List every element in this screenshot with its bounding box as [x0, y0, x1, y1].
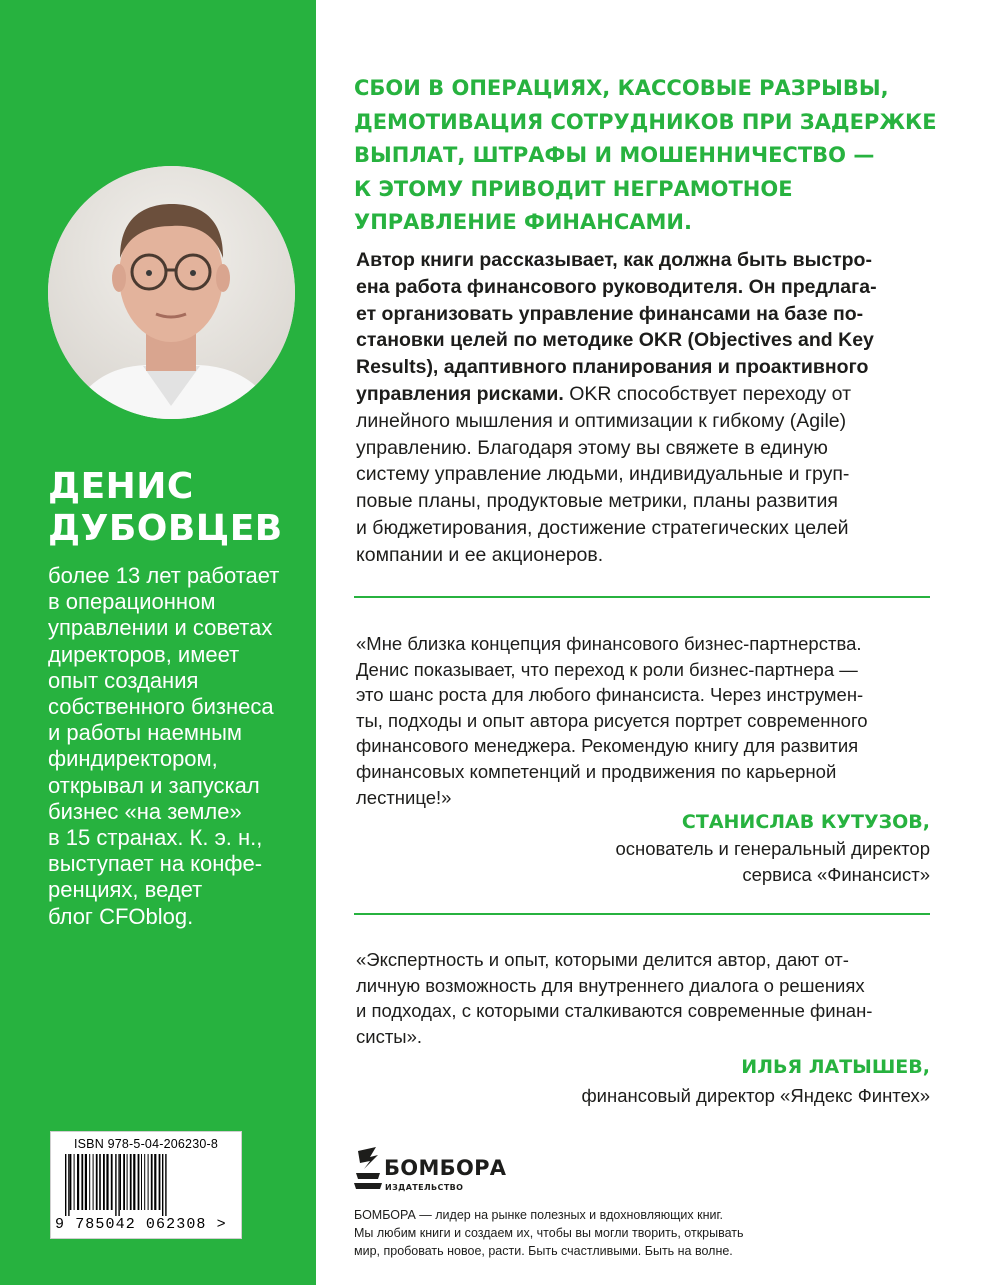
role-line: сервиса «Финансист»: [742, 863, 930, 885]
quote-line: это шанс роста для любого финансиста. Через инструмен-: [356, 684, 864, 706]
bio-line: финдиректором,: [48, 746, 218, 772]
quote-line: лестнице!»: [356, 786, 452, 808]
bio-line: директоров, имеет: [48, 641, 240, 667]
bio-line: управлении и советах: [48, 615, 273, 641]
desc-line: ена работа финансового руководителя. Он предлага-: [356, 275, 877, 298]
book-description: [356, 247, 936, 569]
role-line: финансовый директор «Яндекс Финтех»: [581, 1085, 930, 1106]
quote-1-author: СТАНИСЛАВ КУТУЗОВ,: [681, 811, 930, 833]
quote-1: [356, 631, 936, 810]
bio-line: блог CFOblog.: [48, 903, 194, 929]
desc-line: компании и ее акционеров.: [356, 543, 604, 566]
headline-line: УПРАВЛЕНИЕ ФИНАНСАМИ.: [354, 210, 692, 234]
author-photo: [48, 166, 295, 419]
desc-line: Results), адаптивного планирования и проактивного: [356, 356, 869, 379]
desc-line: ет организовать управление финансами на базе по-: [356, 302, 864, 325]
ean-number: 9 785042 062308 >: [55, 1216, 227, 1233]
bio-line: более 13 лет работает: [48, 563, 280, 588]
pub-text-line: Мы любим книги и создаем их, чтобы вы могли творить, открывать: [354, 1226, 744, 1240]
desc-bold-part: управления рисками.: [356, 382, 564, 405]
quote-line: «Мне близка концепция финансового бизнес-партнерства.: [356, 633, 862, 654]
bio-line: бизнес «на земле»: [48, 798, 242, 824]
quote-line: систы».: [356, 1025, 423, 1047]
quote-line: ты, подходы и опыт автора рисуется портрет современного: [356, 709, 868, 731]
desc-regular-part: OKR способствует переходу от: [563, 382, 852, 405]
desc-line: управлению. Благодаря этому вы свяжете в единую: [356, 436, 828, 459]
quote-2-role: [581, 1083, 930, 1109]
desc-line: систему управление людьми, индивидуальные и груп-: [356, 463, 850, 486]
publisher-subtitle: ИЗДАТЕЛЬСТВО: [385, 1183, 464, 1192]
bio-line: собственного бизнеса: [48, 694, 274, 720]
bio-line: в операционном: [48, 589, 216, 615]
desc-line: повые планы, продуктовые метрики, планы развития: [356, 490, 838, 513]
author-column: [0, 0, 316, 1285]
headline: [354, 72, 954, 240]
publisher-name: БОМБОРА: [384, 1156, 507, 1180]
publisher-text: [354, 1206, 774, 1260]
author-bio: [48, 563, 310, 930]
quote-line: финансового менеджера. Рекомендую книгу для развития: [356, 735, 859, 757]
quote-1-role: [615, 836, 930, 887]
desc-line-mixed: [356, 381, 936, 408]
headline-line: ВЫПЛАТ, ШТРАФЫ И МОШЕННИЧЕСТВО —: [354, 143, 875, 167]
author-portrait-image: [48, 166, 295, 419]
isbn-barcode: [50, 1131, 242, 1239]
desc-line: линейного мышления и оптимизации к гибкому (Agile): [356, 409, 847, 432]
quote-line: личную возможность для внутреннего диалога о решениях: [356, 974, 865, 996]
headline-line: СБОИ В ОПЕРАЦИЯХ, КАССОВЫЕ РАЗРЫВЫ,: [354, 76, 889, 100]
bio-line: открывал и запускал: [48, 772, 260, 798]
role-line: основатель и генеральный директор: [615, 838, 930, 859]
desc-line: и бюджетирования, достижение стратегических целей: [356, 516, 849, 539]
desc-line: Автор книги рассказывает, как должна быть выстро-: [356, 249, 872, 271]
bio-line: в 15 странах. К. э. н.,: [48, 825, 263, 851]
quote-line: «Экспертность и опыт, которыми делится автор, дают от-: [356, 949, 849, 970]
quote-2-author: ИЛЬЯ ЛАТЫШЕВ,: [741, 1056, 930, 1078]
headline-line: К ЭТОМУ ПРИВОДИТ НЕГРАМОТНОЕ: [354, 176, 793, 201]
isbn-number: ISBN 978-5-04-206230-8: [73, 1137, 219, 1151]
quote-line: финансовых компетенций и продвижения по карьерной: [356, 760, 837, 782]
quote-line: Денис показывает, что переход к роли бизнес-партнера —: [356, 658, 858, 680]
bio-line: опыт создания: [48, 667, 199, 693]
desc-line: становки целей по методике OKR (Objectives and Key: [356, 329, 874, 352]
quote-line: и подходах, с которыми сталкиваются современные финан-: [356, 1000, 873, 1022]
author-name: [48, 466, 308, 550]
divider: [354, 913, 930, 915]
author-last-name: ДУБОВЦЕВ: [48, 508, 283, 549]
quote-2: [356, 947, 936, 1049]
barcode-bars: [63, 1154, 233, 1216]
pub-text-line: БОМБОРА — лидер на рынке полезных и вдохновляющих книг.: [354, 1208, 723, 1222]
divider: [354, 596, 930, 598]
bio-line: ренциях, ведет: [48, 877, 203, 903]
bio-line: и работы наемным: [48, 720, 243, 746]
headline-line: ДЕМОТИВАЦИЯ СОТРУДНИКОВ ПРИ ЗАДЕРЖКЕ: [354, 109, 937, 134]
bio-line: выступает на конфе-: [48, 851, 263, 877]
pub-text-line: мир, пробовать новое, расти. Быть счастливыми. Быть на волне.: [354, 1244, 733, 1258]
author-first-name: ДЕНИС: [48, 466, 194, 507]
